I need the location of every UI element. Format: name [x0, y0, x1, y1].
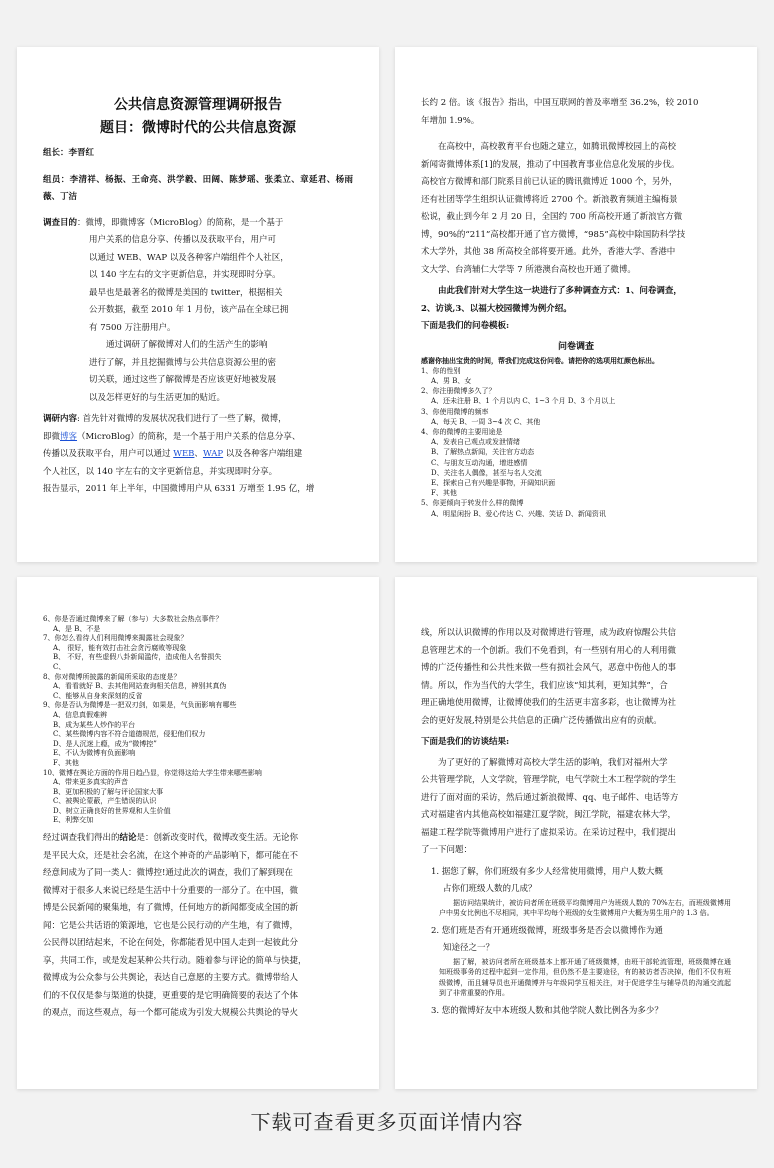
question-text: 4、你的微博的主要用途是 [421, 427, 503, 436]
purpose-line: 以及怎样更好的与生活更加的贴近。 [89, 392, 226, 403]
purpose-line: 切关联，通过这些了解微博是否应该更好地被发展 [89, 375, 277, 385]
body-line: 公民得以团结起来，不论在何处，你都能看见中国人走到一起彼此分 [43, 938, 299, 949]
body-line: 们的不仅仅是参与渠道的快捷，更重要的是它明确简要的表达了个体 [43, 990, 299, 1001]
document-page-3 [17, 577, 379, 1089]
question-option[interactable]: C、能够从自身来深刻的反省 [53, 691, 143, 700]
content-line: 即微 [43, 431, 61, 442]
question-option[interactable]: C、被舆论蒙蔽，产生错误的认识 [53, 797, 157, 806]
body-line: 福建工程学院等微博用户进行了虚拟采访。在采访过程中，我们提出 [421, 827, 677, 838]
question-text: 9、你是否认为微博是一把双刃剑，如果是，气负面影响有哪些 [43, 701, 237, 710]
body-line: 还有社团等学生组织认证微博将近 2700 个。新浪教育频道主编梅景 [421, 194, 678, 205]
interview-question: 3. 您的微博好友中本班级人数和其他学院人数比例各为多少？ [431, 1005, 663, 1016]
body-line: 公共管理学院，人文学院，管理学院，电气学院土木工程学院的学生 [421, 775, 677, 785]
body-line: 经意间成为了同一类人：微博控!通过此次的调查，我们了解到现在 [43, 868, 293, 879]
content-section [43, 411, 353, 499]
question-text: 7、你怎么看待人们利用微博来揭露社会现象？ [43, 634, 188, 643]
question-option[interactable]: D、树立正确良好的世界观和人生价值 [53, 806, 171, 815]
question-option[interactable]: E、不认为微博有负面影响 [53, 749, 136, 758]
body-line: 博的广泛传播性和公共性来做一些有损社会风气，恶意中伤他人的事 [421, 663, 677, 673]
group-members: 组员：李清祥、杨振、王命亮、洪学毅、田阔、陈梦瑶、张柔立、章延君、杨雨薇、丁洁 [43, 174, 353, 202]
body-line: 微博对于很多人来说已经是生活中十分重要的一部分了。在中国，微 [43, 885, 299, 896]
content-line: 报告显示，2011 年上半年，中国微博用户从 6331 万增至 1.95 亿，增 [43, 484, 315, 494]
body-line: 进行了面对面的采访，然后通过新浪微博、qq、电子邮件、电话等方 [421, 792, 679, 803]
question-option[interactable]: E、探索自己有兴趣是事物，开阔知识面 [431, 478, 556, 487]
question-option[interactable]: B、成为某些人炒作的平台 [53, 720, 136, 729]
body-line: 在高校中，高校教育平台也随之建立，如腾讯微博校园上的高校 [438, 142, 677, 152]
group-leader: 组长：李晋红 [43, 148, 95, 158]
interview-answer: 据了解，被访问者所在班级基本上都开通了班级微博，由班干部轮流管理，班级微博在通知班级事务的过程中起到一定作用，但仍然不是主要途径，有的被访者否决掉，他们不仅有班级微博，而且辅导员也开通微博并与年级同学互相关注，对于促进学生与辅导员的沟通交流起到了非常重要的作用。 [439, 957, 731, 997]
content-line: 以及各种客户端组建 [223, 449, 303, 459]
body-line: 文大学、台湾辅仁大学等 7 所港澳台高校也开通了微博。 [421, 264, 636, 275]
body-line: 微博成为公众参与公共舆论，表达自己意愿的主要方式。微博带给人 [43, 973, 299, 984]
web-link[interactable]: WEB [173, 449, 195, 459]
question-option[interactable]: A、 很好，能有效打击社会贪污腐败等现象 [53, 643, 187, 652]
question-option[interactable]: D、是人沉迷上瘾，成为“微博控” [53, 739, 157, 748]
content-label: 调研内容 [43, 414, 78, 424]
body-line: 理正确地使用微博，让微博使我们的生活更丰富多彩，也让微博为社 [421, 698, 677, 708]
body-line: 术大学外，其他 38 所高校全部将要开通。此外，香港大学、香港中 [421, 247, 676, 257]
body-line: 新闻寄微博体系[1]的发展，推动了中国教育事业信息化发展的步伐。 [421, 159, 680, 170]
report-title: 公共信息资源管理调研报告 [114, 97, 282, 113]
document-page-1 [17, 47, 379, 562]
purpose-line: 最早也是最著名的微博是美国的 twitter，根据相关 [89, 287, 283, 298]
question-option[interactable]: C、 [53, 662, 66, 671]
separator: 、 [194, 449, 203, 459]
interview-answer: 据访问结果统计，被访问者所在班级平均微博用户为班级人数的 70%左右，而班级微博用户中男女比例也不尽相同，其中平均每个班级的女生微博用户大概为男生用户的 1.3 倍。 [439, 898, 731, 917]
body-line: 年增加 1.9%。 [421, 115, 480, 126]
body-line: 为了更好的了解微博对高校大学生活的影响，我们对福州大学 [438, 757, 668, 768]
questionnaire-thanks: 感谢你抽出宝贵的时间，帮我们完成这份问卷。请把你的选项用红颜色标出。 [421, 355, 659, 365]
purpose-section [43, 215, 353, 408]
question-text: 8、你对微博所披露的新闻所采取的态度是？ [43, 672, 181, 681]
question-option[interactable]: B、 不好，有些虚假八卦新闻滥传，造成他人名誉损失 [53, 653, 222, 662]
question-option[interactable]: A、明星闲扮 B、爱心传达 C、兴趣、笑话 D、新闻资讯 [431, 509, 606, 518]
question-text: 1、你的性别 [421, 366, 461, 375]
questionnaire-list [43, 615, 353, 826]
content-line: 个人社区，以 140 字左右的文字更新信息，并实现即时分享。 [43, 466, 278, 477]
question-text: 10、微博在舆论方面的作用日趋凸显，你觉得这给大学生带来哪些影响 [43, 768, 262, 777]
purpose-line: 以 140 字左右的文字更新信息，并实现即时分享。 [89, 270, 281, 280]
purpose-line: ：微博，即微博客（MicroBlog）的简称，是一个基于 [77, 217, 284, 228]
body-line: 闻：它是公共话语的策源地，它也是公民行动的产生地，有了微博， [43, 920, 299, 931]
report-subtitle: 题目：微博时代的公共信息资源 [100, 120, 296, 136]
question-option[interactable]: B、更加积极的了解与评论国家大事 [53, 787, 164, 796]
purpose-line: 公开数据，截至 2010 年 1 月份，该产品在全球已拥 [89, 305, 289, 315]
purpose-line: 进行了解，并且挖掘微博与公共信息资源公里的密 [89, 357, 277, 368]
body-line: 的观点，而这些观点，每一个都可能成为引发大规模公共舆论的导火 [43, 1008, 299, 1019]
question-option[interactable]: A、男 B、女 [431, 376, 472, 385]
interview-question: 2. 您们班是否有开通班级微博，班级事务是否会以微博作为通 [431, 925, 663, 936]
survey-methods: 2、访谈,3、以福大校园微博为例介绍。 [421, 303, 572, 314]
body-line: 松说，截止到今年 2 月 20 日，全国约 700 所高校开通了新浪官方微 [421, 212, 683, 222]
question-option[interactable]: C、与朋友互动沟通，增进感情 [431, 458, 528, 467]
body-line: 高校官方微博和部门院系目前已认证的腾讯微博近 1000 个，另外， [421, 177, 678, 187]
body-line: 博，90%的“211”高校都开通了官方微博，“985”高校中除国防科学技 [421, 229, 686, 240]
content-line: 传播以及获取平台，用户可以通过 [43, 449, 174, 459]
purpose-line: 有 7500 万注册用户。 [89, 322, 176, 333]
body-line: 是平民大众，还是社会名流，在这个神奇的产品影响下，都可能在不 [43, 850, 299, 861]
interview-question: 1. 据您了解，你们班级有多少人经常使用微博，用户人数大概 [431, 866, 663, 877]
question-text: 5、你更倾向于转发什么样的微博 [421, 499, 524, 508]
purpose-line: 通过调研了解微博对人们的生活产生的影响 [106, 340, 268, 350]
question-option[interactable]: A、带来更多真实的声音 [53, 778, 129, 787]
document-page-4 [395, 577, 757, 1089]
body-line: 式对福建省内其他高校如福建江夏学院，闽江学院，福建农林大学， [421, 810, 677, 820]
purpose-label: 调查目的 [43, 217, 78, 228]
body-line: 会的更好发展,特别是公共信息的正确广泛传播做出应有的贡献。 [421, 715, 662, 726]
question-option[interactable]: E、利弊交加 [53, 816, 94, 825]
survey-methods: 由此我们针对大学生这一块进行了多种调查方式：1、问卷调查， [438, 286, 682, 296]
question-option[interactable]: A、是 B、不是 [53, 624, 101, 633]
body-line: 博是公民新闻的聚集地，有了微博，任何地方的新闻都变成全国的新 [43, 903, 299, 914]
content-line: : 首先针对微博的发展状况我们进行了一些了解，微博， [77, 414, 287, 424]
content-line: （MicroBlog）的简称，是一个基于用户关系的信息分享、 [77, 431, 301, 442]
question-text: 3、你使用微博的频率 [421, 407, 489, 416]
body-line: 情。所以，作为当代的大学生，我们应该“知其利，更知其弊”，合 [421, 680, 668, 691]
body-line: 了一下问题： [421, 845, 473, 855]
interview-label: 下面是我们的访谈结果: [421, 737, 510, 747]
question-text: 2、你注册微博多久了？ [421, 387, 496, 396]
question-option[interactable]: A、发表自己观点或发泄情绪 [431, 438, 521, 447]
body-line: 享，共同工作，或是发起某种公共行动。随着参与评论的简单与快捷， [43, 955, 307, 966]
purpose-line: 以通过 WEB、WAP 以及各种客户端组件个人社区， [89, 252, 289, 263]
question-option[interactable]: B、了解热点新闻，关注官方动态 [431, 448, 535, 457]
question-text: 6、你是否通过微博来了解（参与）大多数社会热点事件？ [43, 615, 223, 623]
conclusion-line: 是：创新改变时代，微博改变生活。无论你 [136, 833, 299, 844]
questionnaire-label: 下面是我们的问卷模板: [421, 321, 510, 331]
question-option[interactable]: A、还未注册 B、1 个月以内 C、1~3 个月 D、3 个月以上 [431, 397, 616, 406]
microblog-link[interactable]: 博客 [60, 431, 78, 442]
body-line: 长约 2 倍。该《报告》指出，中国互联网的普及率增至 36.2%，较 2010 [421, 98, 699, 108]
body-line: 线，所以认识微博的作用以及对微博进行管理，成为政府惊醒公共信 [421, 628, 677, 638]
question-option[interactable]: A、看看就好 B、去其他网站查询相关信息，辨别其真伪 [53, 682, 227, 691]
download-prompt[interactable]: 下载可查看更多页面详情内容 [250, 1110, 524, 1134]
question-option[interactable]: D、关注名人偶像，甚至与名人交流 [431, 468, 542, 477]
conclusion-prefix: 经过调查我们得出的 [43, 833, 120, 844]
wap-link[interactable]: WAP [202, 449, 224, 459]
document-page-2 [395, 47, 757, 562]
question-option[interactable]: A、信息真假难辨 [53, 710, 108, 719]
question-option[interactable]: F、其他 [53, 758, 79, 767]
interview-question: 知途径之一？ [443, 942, 495, 953]
conclusion-label: 结论 [119, 833, 137, 844]
questionnaire-list [421, 366, 731, 519]
purpose-line: 用户关系的信息分享、传播以及获取平台，用户可 [89, 235, 277, 245]
body-line: 息管理艺术的一个创新。我们不免看到，有一些别有用心的人利用微 [421, 645, 677, 656]
interview-question: 占你们班级人数的几成？ [443, 883, 537, 894]
question-option[interactable]: A、每天 B、一周 3~4 次 C、其他 [431, 417, 541, 426]
questionnaire-title: 问卷调查 [557, 341, 594, 352]
question-option[interactable]: F、其他 [431, 489, 457, 498]
question-option[interactable]: C、某些微博内容不符合道德规范，侵犯他们权力 [53, 730, 206, 739]
